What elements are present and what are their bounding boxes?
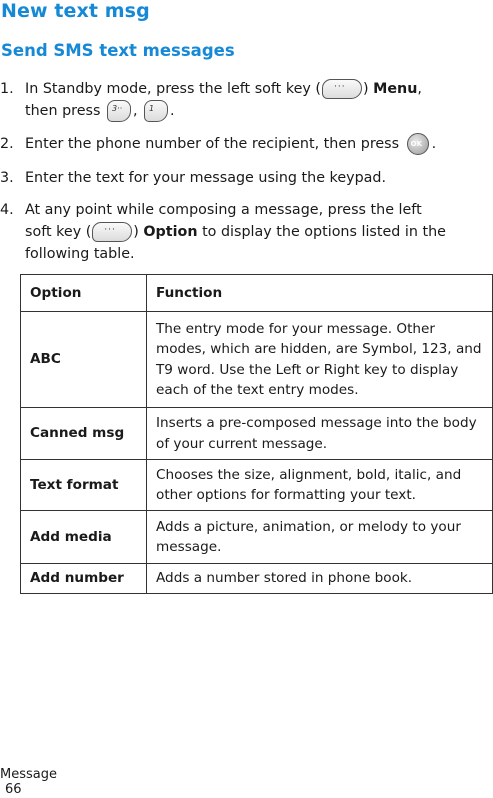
- function-cell: Chooses the size, alignment, bold, italic, and other options for formatting your text.: [147, 460, 493, 511]
- table-row: [21, 564, 493, 594]
- option-cell: Canned msg: [21, 408, 147, 460]
- left-soft-key-icon: [92, 222, 132, 242]
- option-cell: ABC: [21, 312, 147, 408]
- step-number: 4.: [0, 202, 14, 218]
- step-number: 1.: [0, 81, 14, 97]
- ok-key-icon: [407, 133, 429, 155]
- key-glyph: ···: [104, 225, 116, 235]
- step-text: [25, 199, 490, 265]
- options-table: [20, 274, 493, 594]
- step-text-part: ): [133, 224, 144, 240]
- key-glyph: OK: [410, 140, 423, 148]
- column-header-option: Option: [21, 275, 147, 312]
- step-text-part: At any point while composing a message, press the left: [25, 202, 422, 218]
- key-glyph: 3··: [111, 104, 123, 113]
- left-soft-key-icon: [322, 79, 362, 99]
- step-text-part: then press: [25, 103, 101, 119]
- step-text: [25, 167, 490, 189]
- column-header-function: Function: [147, 275, 493, 312]
- key-glyph: ···: [333, 82, 346, 92]
- step-text-part: soft key (: [25, 224, 92, 240]
- step-text-part: ,: [417, 81, 422, 97]
- option-cell: Text format: [21, 460, 147, 511]
- step-text-part: ,: [132, 103, 138, 119]
- table-row: [21, 511, 493, 564]
- step-number: 2.: [0, 136, 14, 152]
- option-cell: Add number: [21, 564, 147, 594]
- step-text-part: .: [431, 136, 437, 152]
- function-cell: Adds a picture, animation, or melody to your message.: [147, 511, 493, 564]
- table-row: [21, 460, 493, 511]
- step-text-part: In Standby mode, press the left soft key (: [25, 81, 321, 97]
- number-1-key-icon: [144, 100, 168, 122]
- function-cell: Inserts a pre-composed message into the body of your current message.: [147, 408, 493, 460]
- function-cell: Adds a number stored in phone book.: [147, 564, 493, 594]
- step-text: [25, 133, 490, 155]
- page-title: New text msg: [1, 0, 150, 22]
- step-text: [25, 78, 490, 122]
- step-text-part: to display the options listed in the: [197, 224, 446, 240]
- step-text-part: .: [170, 103, 175, 119]
- table-row: [21, 408, 493, 460]
- step-text-part: Enter the phone number of the recipient, then press: [25, 136, 400, 152]
- page-number: 66: [5, 782, 22, 797]
- step-text-part: ): [362, 81, 374, 97]
- step-text-part: following table.: [25, 246, 135, 262]
- page-footer: [0, 767, 57, 797]
- key-glyph: 1: [149, 104, 155, 113]
- function-cell: The entry mode for your message. Other modes, which are hidden, are Symbol, 123, and T9 word. Use the Left or Right key to display each of the text entry modes.: [147, 312, 493, 408]
- number-3-key-icon: [107, 100, 131, 122]
- step-text-part: Enter the text for your message using the keypad.: [25, 170, 387, 186]
- section-subtitle: Send SMS text messages: [1, 41, 235, 60]
- option-cell: Add media: [21, 511, 147, 564]
- menu-label: Menu: [373, 81, 418, 97]
- footer-section: Message: [0, 767, 57, 782]
- table-row: [21, 312, 493, 408]
- table-header-row: [21, 275, 493, 312]
- option-label: Option: [143, 224, 198, 240]
- step-number: 3.: [0, 170, 14, 186]
